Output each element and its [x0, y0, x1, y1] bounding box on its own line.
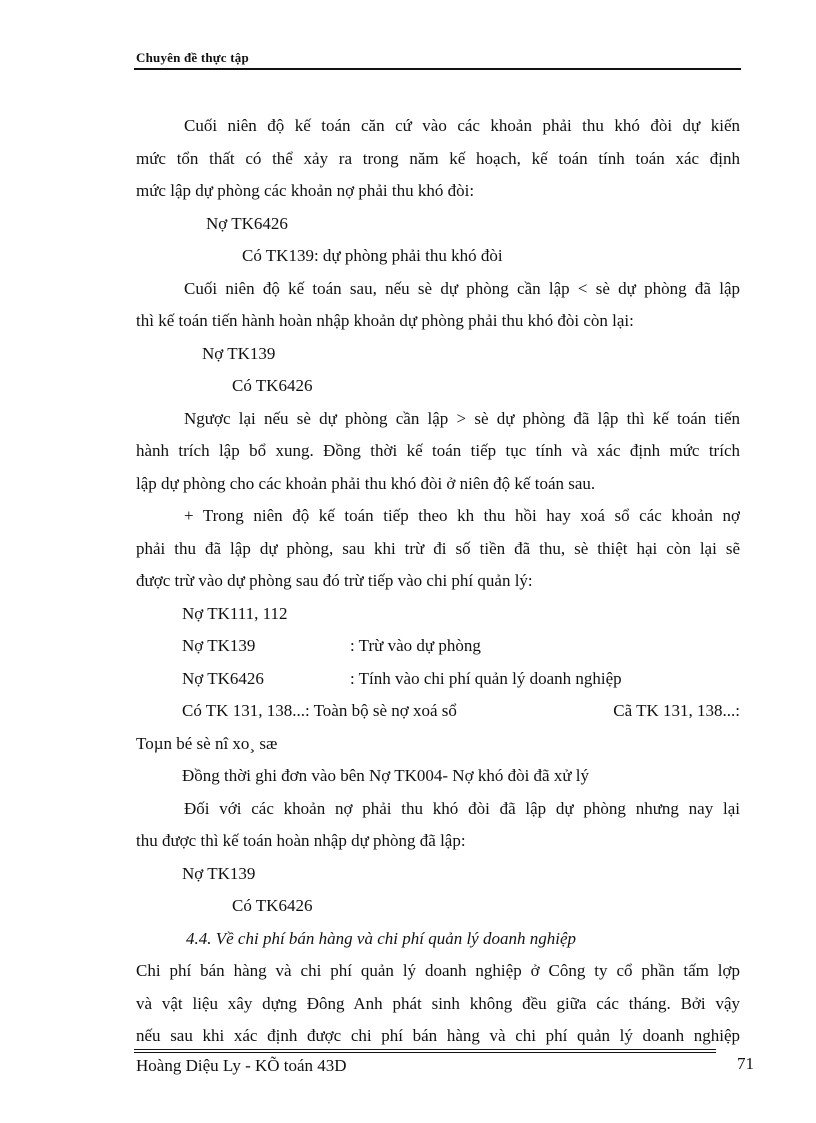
section-heading: 4.4. Về chi phí bán hàng và chi phí quản lý doanh nghiệp	[186, 928, 576, 948]
journal-debit: Nợ TK139	[182, 863, 256, 883]
journal-entry-row	[136, 695, 740, 728]
paragraph-line: thu được thì kế toán hoàn nhập dự phòng đã lập:	[136, 831, 466, 850]
journal-credit: Có TK6426	[232, 896, 313, 915]
paragraph-line: hành trích lập bổ xung. Đồng thời kế toán tiếp tục tính và xác định mức trích	[136, 441, 740, 460]
journal-debit: Nợ TK139	[202, 343, 276, 363]
running-header: Chuyên đề thực tập	[136, 50, 249, 65]
paragraph-line: phải thu đã lập dự phòng, sau khi trừ đi số tiền đã thu, sè thiệt hại còn lại sẽ	[136, 538, 740, 558]
paragraph-line: nếu sau khi xác định được chi phí bán hàng và chi phí quản lý doanh nghiệp	[136, 1026, 740, 1045]
footer-rule	[134, 1049, 716, 1050]
paragraph-line: lập dự phòng cho các khoản phải thu khó đòi ở niên độ kế toán sau.	[136, 473, 596, 493]
footer-rule	[134, 1052, 716, 1053]
journal-description: : Trừ vào dự phòng	[350, 636, 481, 655]
page-body	[136, 110, 740, 1053]
journal-credit: Có TK139: dự phòng phải thu khó đòi	[242, 246, 503, 265]
journal-credit-left: Có TK 131, 138...: Toàn bộ sè nợ xoá sổ	[182, 701, 457, 720]
paragraph-line: Chi phí bán hàng và chi phí quản lý doanh nghiệp ở Công ty cổ phần tấm lợp	[136, 961, 740, 980]
journal-credit: Có TK6426	[232, 376, 313, 395]
paragraph-line: mức lập dự phòng các khoản nợ phải thu khó đòi:	[136, 181, 475, 200]
paragraph-line: và vật liệu xây dựng Đông Anh phát sinh không đều giữa các tháng. Bởi vậy	[136, 993, 740, 1013]
paragraph-line: được trừ vào dự phòng sau đó trừ tiếp vào chi phí quản lý:	[136, 571, 533, 590]
paragraph-line: thì kế toán tiến hành hoàn nhập khoản dự phòng phải thu khó đòi còn lại:	[136, 311, 634, 330]
journal-description: : Tính vào chi phí quản lý doanh nghiệp	[350, 668, 622, 688]
journal-credit-right: Cã TK 131, 138...:	[613, 701, 740, 720]
journal-account: Nợ TK6426	[182, 668, 264, 688]
journal-debit: Nợ TK111, 112	[182, 603, 288, 623]
page-number: 71	[737, 1054, 754, 1073]
paragraph-line: + Trong niên độ kế toán tiếp theo kh thu hồi hay xoá sổ các khoản nợ	[184, 506, 740, 525]
journal-account: Nợ TK139	[182, 636, 256, 655]
journal-entry-row	[136, 630, 740, 663]
paragraph-line: mức tổn thất có thể xảy ra trong năm kế hoạch, kế toán tính toán xác định	[136, 148, 740, 168]
journal-debit: Nợ TK6426	[206, 213, 288, 233]
paragraph-line: Cuối niên độ kế toán sau, nếu sè dự phòng cần lập < sè dự phòng đã lập	[184, 278, 740, 298]
journal-entry-row	[136, 663, 740, 696]
paragraph-line: Ngược lại nếu sè dự phòng cần lập > sè dự phòng đã lập thì kế toán tiến	[184, 408, 740, 428]
paragraph-line: Cuối niên độ kế toán căn cứ vào các khoản phải thu khó đòi dự kiến	[184, 116, 740, 135]
paragraph-line: Đồng thời ghi đơn vào bên Nợ TK004- Nợ khó đòi đã xử lý	[182, 766, 590, 785]
paragraph-line: Toµn bé sè nî xo¸ sæ	[136, 733, 278, 753]
footer-author: Hoàng Diệu Ly - KÕ toán 43D	[136, 1056, 347, 1075]
header-rule	[134, 68, 741, 70]
paragraph-line: Đối với các khoản nợ phải thu khó đòi đã lập dự phòng nhưng nay lại	[184, 798, 740, 818]
